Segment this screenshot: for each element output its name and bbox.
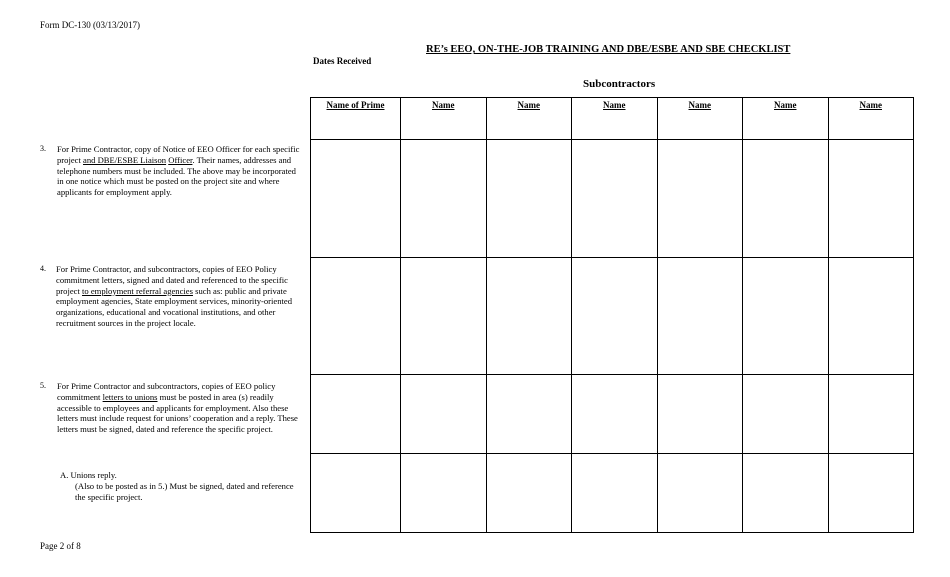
table-header-row [311,98,914,140]
table-cell[interactable] [311,454,401,533]
table-cell[interactable] [743,454,829,533]
text-segment: For Prime Contractor, and subcontractors, copies of EEO Policy commitment letters, signed and dated and referenced to the specific project [56,264,288,296]
underlined-text: letters to unions [102,391,158,402]
table-cell[interactable] [657,454,743,533]
table-cell[interactable] [743,375,829,454]
underlined-text: to employment referral agencies [82,285,193,296]
table-row-item-3 [311,140,914,258]
item-number: 5. [40,381,46,390]
table-cell[interactable] [401,375,487,454]
underlined-text: and DBE/ESBE Liaison [83,154,167,165]
table-cell[interactable] [486,140,572,258]
item-number: 3. [40,144,46,153]
text-segment: must be posted in area (s) readily accessible to employees and applicants for employment. Also these letters must include request for unions’ cooperation and a reply. These letters must be signed, dated and reference the specific project. [57,391,298,435]
sub-item-label: A. Unions reply. [60,470,117,480]
dates-received-label: Dates Received [313,56,372,66]
table-cell[interactable] [311,258,401,375]
table-cell[interactable] [828,140,914,258]
text-segment: . Their names, addresses and telephone numbers must be included. The above may be incorporated in one notice which must be posted on the project site and where applicants for employment apply. [57,154,296,198]
column-header-name: Name [743,98,829,140]
column-header-name: Name [828,98,914,140]
table-cell[interactable] [572,258,658,375]
table-cell[interactable] [572,140,658,258]
table-cell[interactable] [401,140,487,258]
table-cell[interactable] [572,454,658,533]
sub-item-detail: (Also to be posted as in 5.) Must be signed, dated and reference the specific project. [75,480,294,502]
text-segment: For Prime Contractor and subcontractors, copies of EEO policy commitment [57,381,276,402]
form-id: Form DC-130 (03/13/2017) [40,20,140,30]
table-row-item-5 [311,375,914,454]
table-row-sub-item-a [311,454,914,533]
underlined-text: Officer [168,154,193,165]
table-cell[interactable] [486,258,572,375]
table-cell[interactable] [828,375,914,454]
page-number: Page 2 of 8 [40,541,81,551]
column-header-name: Name [486,98,572,140]
table-cell[interactable] [743,258,829,375]
checklist-item-5 [40,381,302,451]
item-text [56,264,302,329]
column-header-name: Name [572,98,658,140]
text-segment: For Prime Contractor, copy of Notice of EEO Officer for each specific project [57,144,300,165]
column-header-prime: Name of Prime [311,98,401,140]
table-cell[interactable] [401,258,487,375]
table-cell[interactable] [743,140,829,258]
text-segment: such as: public and private employment agencies, State employment services, minority-oriented organizations, educational and vocational institutions, and other recruitment sources in the project locale. [56,285,293,328]
page-title: RE’s EEO, ON-THE-JOB TRAINING AND DBE/ESBE AND SBE CHECKLIST [426,44,791,55]
table-cell[interactable] [311,140,401,258]
table-cell[interactable] [828,454,914,533]
subcontractors-heading: Subcontractors [583,78,656,90]
table-cell[interactable] [657,375,743,454]
item-text [57,144,302,198]
checklist-table [310,97,914,533]
column-header-name: Name [657,98,743,140]
checklist-item-4 [40,264,302,344]
table-cell[interactable] [401,454,487,533]
table-cell[interactable] [657,258,743,375]
table-cell[interactable] [486,375,572,454]
item-text [57,381,302,435]
table-cell[interactable] [828,258,914,375]
column-header-name: Name [401,98,487,140]
item-number: 4. [40,264,46,273]
table-cell[interactable] [572,375,658,454]
table-cell[interactable] [486,454,572,533]
sub-item-a [60,470,300,502]
checklist-item-3 [40,144,302,204]
table-cell[interactable] [657,140,743,258]
table-cell[interactable] [311,375,401,454]
table-row-item-4 [311,258,914,375]
